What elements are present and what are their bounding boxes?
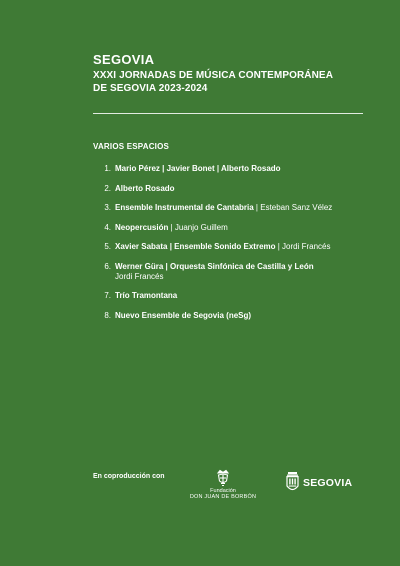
- segovia-logo-text: SEGOVIA: [303, 477, 353, 489]
- segovia-city-logo: [286, 472, 352, 494]
- program-item-6: [93, 262, 368, 282]
- item-performers: Alberto Rosado: [115, 183, 175, 193]
- item-performers: Trío Tramontana: [115, 291, 178, 300]
- foundation-logo: [186, 469, 260, 500]
- item-performers: Nuevo Ensemble de Segovia (neSg): [115, 310, 252, 320]
- item-performers: Neopercusión: [115, 222, 169, 232]
- item-number: 1.: [104, 164, 111, 173]
- item-performers: Xavier Sabata | Ensemble Sonido Extremo: [115, 242, 276, 251]
- foundation-name-line-1: Fundación: [210, 488, 236, 494]
- page-header: [93, 52, 363, 95]
- festival-title-line-2: DE SEGOVIA 2023-2024: [93, 83, 208, 94]
- program-item-1: [93, 164, 368, 174]
- festival-title: [93, 69, 363, 95]
- item-extra: | Esteban Sanz Vélez: [253, 203, 333, 212]
- item-extra: | Juanjo Guillem: [168, 222, 228, 232]
- item-extra: | Jordi Francés: [275, 242, 331, 251]
- program-item-2: [93, 184, 368, 194]
- program-item-5: [93, 242, 368, 252]
- program-list: [93, 164, 368, 330]
- program-item-3: [93, 203, 368, 213]
- item-number: 4.: [104, 222, 111, 232]
- item-number: 8.: [104, 310, 111, 320]
- item-performers: Werner Güra | Orquesta Sinfónica de Castilla y León: [115, 261, 314, 271]
- item-number: 7.: [104, 291, 111, 300]
- program-item-4: [93, 223, 368, 233]
- section-heading: VARIOS ESPACIOS: [93, 142, 170, 151]
- header-divider: [93, 113, 363, 114]
- item-number: 5.: [104, 242, 111, 251]
- item-number: 2.: [104, 183, 111, 193]
- item-number: 3.: [104, 203, 111, 212]
- program-item-8: [93, 311, 368, 321]
- foundation-name-line-2: DON JUAN DE BORBÓN: [189, 494, 257, 500]
- item-extra: Jordi Francés: [115, 271, 164, 281]
- item-number: 6.: [104, 261, 111, 271]
- city-title: SEGOVIA: [93, 52, 155, 67]
- coat-of-arms-icon: [286, 472, 299, 494]
- coproduction-label: En coproducción con: [93, 473, 165, 480]
- festival-title-line-1: XXXI JORNADAS DE MÚSICA CONTEMPORÁNEA: [93, 70, 334, 81]
- item-performers: Ensemble Instrumental de Cantabria: [115, 203, 254, 212]
- program-item-7: [93, 291, 368, 301]
- item-performers: Mario Pérez | Javier Bonet | Alberto Rosado: [115, 164, 281, 173]
- crown-emblem-icon: [216, 469, 230, 487]
